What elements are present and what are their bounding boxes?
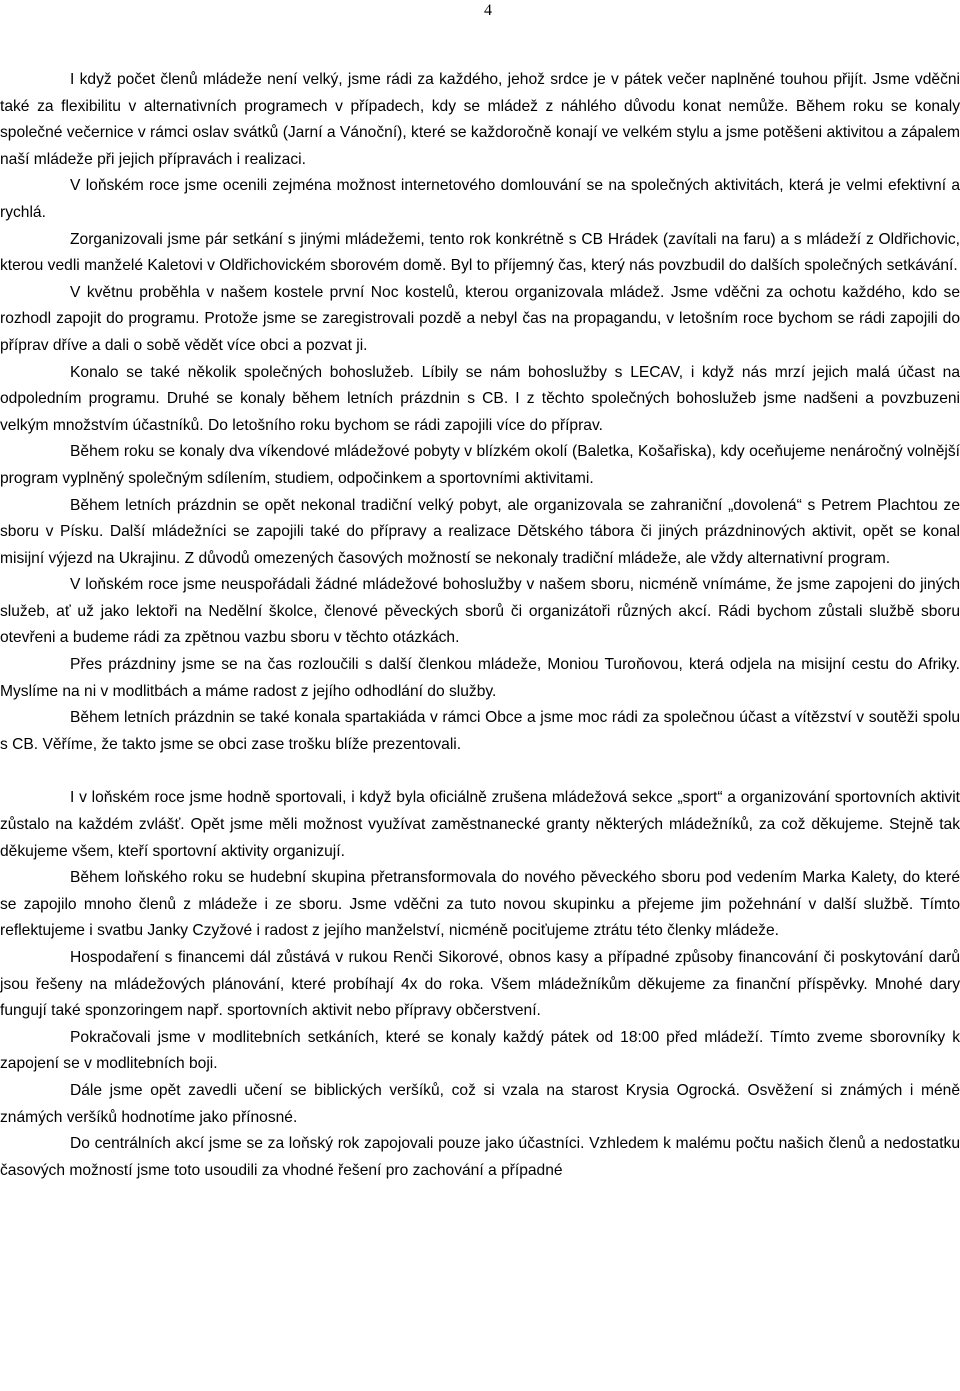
paragraph: I v loňském roce jsme hodně sportovali, i když byla oficiálně zrušena mládežová sekce „sport“ a organizování sportovních aktivit zůstalo na každém zvlášť. Opět jsme měli možnost využívat zaměstnanecké granty některých mládežníků, za což děkujeme. Stejně tak děkujeme všem, kteří sportovní aktivity organizují. xyxy=(0,789,960,860)
paragraph: V loňském roce jsme neuspořádali žádné mládežové bohoslužby v našem sboru, nicméně vnímáme, že jsme zapojeni do jiných služeb, ať už jako lektoři na Nedělní školce, členové pěveckých sborů či organizátoři různých akcí. Rádi bychom zůstali službě sboru otevřeni a budeme rádi za zpětnou vazbu sboru v těchto otázkách. xyxy=(0,576,960,647)
paragraph: Přes prázdniny jsme se na čas rozloučili s další členkou mládeže, Moniou Turoňovou, která odjela na misijní cestu do Afriky. Myslíme na ni v modlitbách a máme radost z jejího odhodlání do služby. xyxy=(0,656,960,700)
paragraph: Během roku se konaly dva víkendové mládežové pobyty v blízkém okolí (Baletka, Košařiska), kdy oceňujeme nenáročný volnější program vyplněný společným sdílením, studiem, odpočinkem a sportovními aktivitami. xyxy=(0,443,960,487)
paragraph: Konalo se také několik společných bohoslužeb. Líbily se nám bohoslužby s LECAV, i když nás mrzí jejich malá účast na odpoledním programu. Druhé se konaly během letních prázdnin s CB. I z těchto společných bohoslužeb jsme nadšeni a povzbuzeni velkým množstvím účastníků. Do letošního roku bychom se rádi zapojili více do příprav. xyxy=(0,363,960,434)
section-spacer xyxy=(0,758,960,785)
paragraph: Do centrálních akcí jsme se za loňský rok zapojovali pouze jako účastníci. Vzhledem k malému počtu našich členů a nedostatku časových možností jsme toto usoudili za vhodné řešení pro zachování a případné xyxy=(0,1135,960,1179)
document-body xyxy=(0,67,960,1184)
page-number: 4 xyxy=(484,2,492,19)
paragraph: V loňském roce jsme ocenili zejména možnost internetového domlouvání se na společných aktivitách, která je velmi efektivní a rychlá. xyxy=(0,177,960,221)
paragraph: Hospodaření s financemi dál zůstává v rukou Renči Sikorové, obnos kasy a případné způsoby financování či poskytování darů jsou řešeny na mládežových plánování, které probíhají 4x do roka. Všem mládežníkům děkujeme za finanční příspěvky. Mnohé dary fungují také sponzoringem např. sportovních aktivit nebo přípravy občerstvení. xyxy=(0,949,960,1020)
paragraph: Během letních prázdnin se opět nekonal tradiční velký pobyt, ale organizovala se zahraniční „dovolená“ s Petrem Plachtou ze sboru v Písku. Další mládežníci se zapojili také do přípravy a realizace Dětského tábora či jiných prázdninových aktivit, opět se konal misijní výjezd na Ukrajinu. Z důvodů omezených časových možností se nekonaly tradiční mládeže, ale vždy alternativní program. xyxy=(0,496,960,567)
paragraph: Během loňského roku se hudební skupina přetransformovala do nového pěveckého sboru pod vedením Marka Kalety, do které se zapojilo mnoho členů z mládeže i ze sboru. Jsme vděčni za tuto novou skupinku a přejeme jim požehnání v další službě. Tímto reflektujeme i svatbu Janky Czyžové i radost z jejího manželství, nicméně pociťujeme ztrátu této členky mládeže. xyxy=(0,869,960,940)
paragraph: I když počet členů mládeže není velký, jsme rádi za každého, jehož srdce je v pátek večer naplněné touhou přijít. Jsme vděčni také za flexibilitu v alternativních programech v případech, kdy se mládež z náhlého důvodu konat nemůže. Během roku se konaly společné večernice v rámci oslav svátků (Jarní a Vánoční), které se každoročně konají ve velkém stylu a jsme potěšeni aktivitou a zápalem naší mládeže při jejich přípravách i realizaci. xyxy=(0,71,960,168)
paragraph: V květnu proběhla v našem kostele první Noc kostelů, kterou organizovala mládež. Jsme vděčni za ochotu každého, kdo se rozhodl zapojit do programu. Protože jsme se zaregistrovali pozdě a nebyl čas na propagandu, v letošním roce bychom se rádi zapojili do příprav dříve a dali o sobě vědět více obci a pozvat ji. xyxy=(0,283,960,354)
paragraph: Během letních prázdnin se také konala spartakiáda v rámci Obce a jsme moc rádi za společnou účast a vítězství v soutěži spolu s CB. Věříme, že takto jsme se obci zase trošku blíže prezentovali. xyxy=(0,709,960,753)
paragraph: Zorganizovali jsme pár setkání s jinými mládežemi, tento rok konkrétně s CB Hrádek (zavítali na faru) a s mládeží z Oldřichovic, kterou vedli manželé Kaletovi v Oldřichovickém sborovém domě. Byl to příjemný čas, který nás povzbudil do dalších společných setkávání. xyxy=(0,230,960,275)
paragraph: Dále jsme opět zavedli učení se biblických veršíků, což si vzala na starost Krysia Ogrocká. Osvěžení si známých i méně známých veršíků hodnotíme jako přínosné. xyxy=(0,1081,960,1126)
paragraph: Pokračovali jsme v modlitebních setkáních, které se konaly každý pátek od 18:00 před mládeží. Tímto zveme sborovníky k zapojení se v modlitebních boji. xyxy=(0,1028,960,1073)
